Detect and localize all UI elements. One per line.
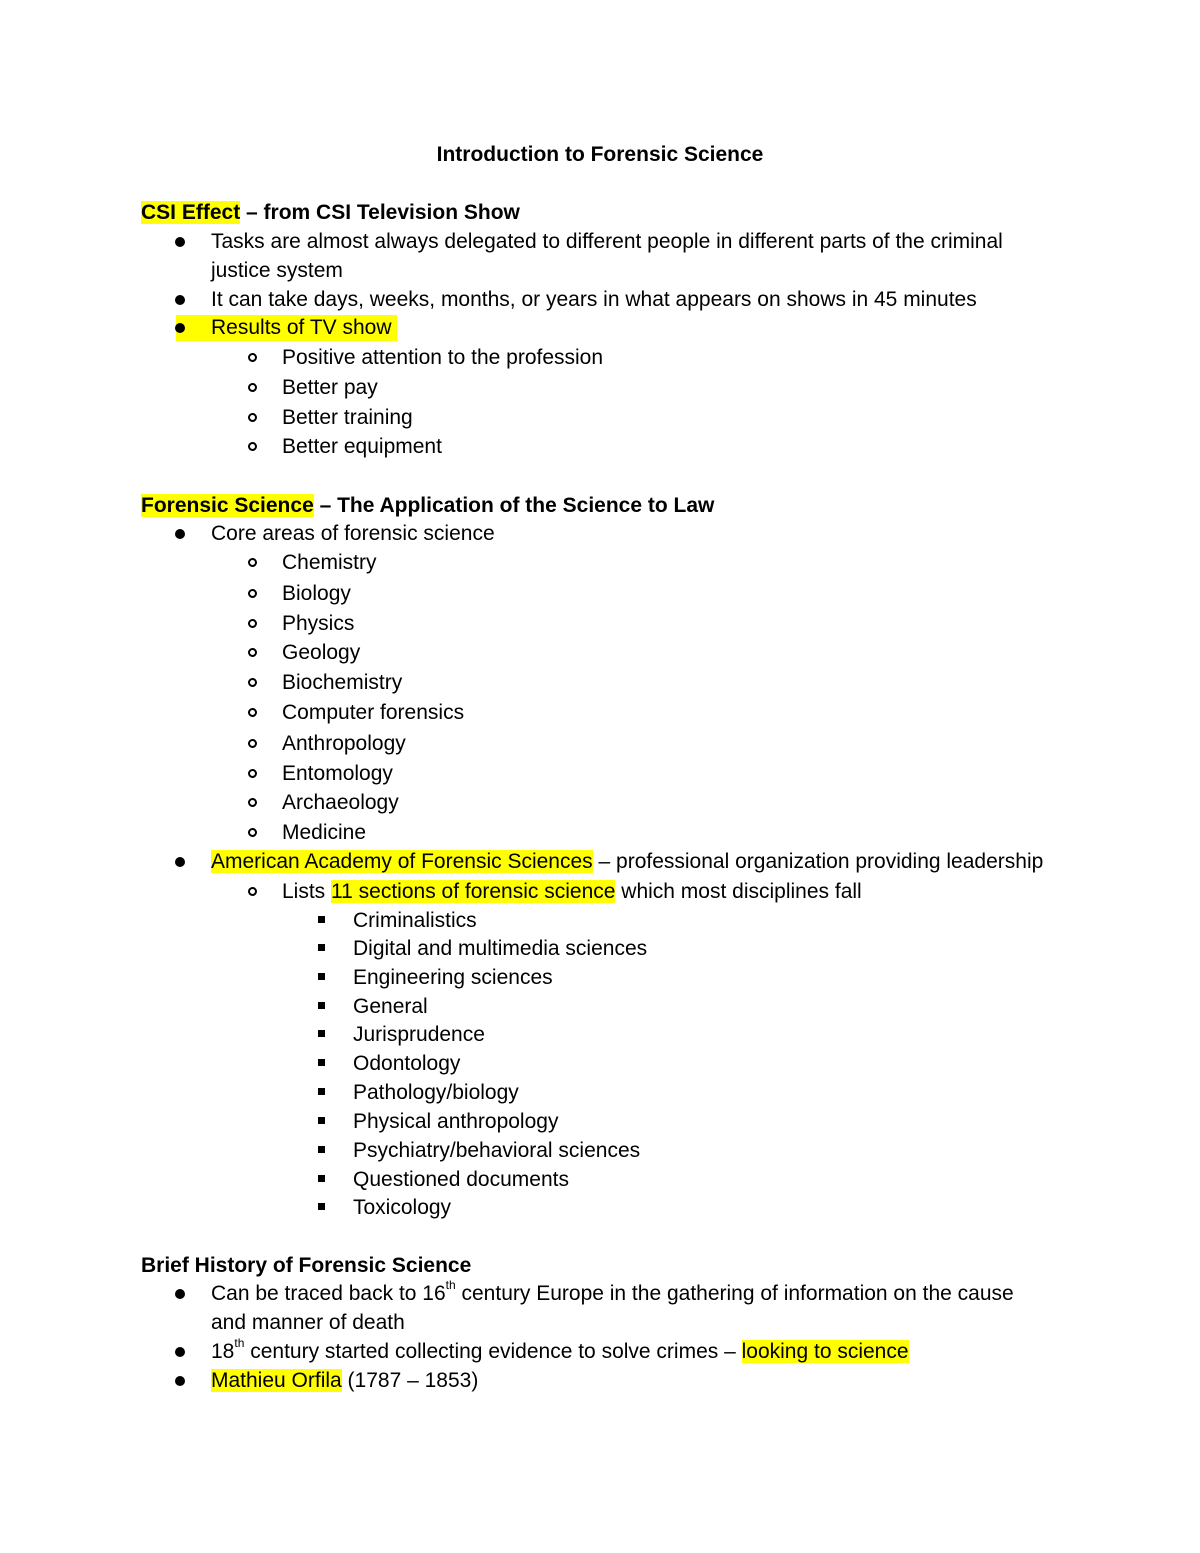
nested-list-item: Toxicology xyxy=(353,1196,452,1219)
circle-bullet-icon xyxy=(248,769,257,778)
circle-bullet-icon xyxy=(248,353,257,362)
highlight: Mathieu Orfila xyxy=(211,1369,342,1392)
list-item xyxy=(211,1368,478,1394)
highlight: 11 sections of forensic science xyxy=(331,880,616,903)
sub-list-item: Biology xyxy=(282,582,351,605)
circle-bullet-icon xyxy=(248,558,257,567)
circle-bullet-icon xyxy=(248,413,257,422)
circle-bullet-icon xyxy=(248,739,257,748)
sub-list-item: Better pay xyxy=(282,376,378,399)
sub-list-item: Anthropology xyxy=(282,732,406,755)
bullet-icon xyxy=(175,237,185,247)
text-run: 18 xyxy=(211,1340,235,1363)
list-item-rest: (1787 – 1853) xyxy=(341,1369,479,1392)
superscript: th xyxy=(445,1278,456,1292)
sub-list-item: Archaeology xyxy=(282,791,399,814)
sub-list-item: Medicine xyxy=(282,821,367,844)
square-bullet-icon xyxy=(318,1175,325,1182)
circle-bullet-icon xyxy=(248,798,257,807)
circle-bullet-icon xyxy=(248,828,257,837)
bullet-icon xyxy=(175,529,185,539)
sub-list-item: Better equipment xyxy=(282,435,442,458)
nested-list-item: Digital and multimedia sciences xyxy=(353,937,648,960)
bullet-icon xyxy=(175,1289,185,1299)
list-item: Tasks are almost always delegated to different people in different parts of the criminal xyxy=(211,230,1003,253)
text-run: century Europe in the gathering of information on the cause xyxy=(455,1282,1014,1305)
square-bullet-icon xyxy=(318,1117,325,1124)
nested-list-item: General xyxy=(353,995,428,1018)
square-bullet-icon xyxy=(318,944,325,951)
square-bullet-icon xyxy=(318,1088,325,1095)
sub-list-item: Entomology xyxy=(282,762,393,785)
sub-list-item: Biochemistry xyxy=(282,671,403,694)
superscript: th xyxy=(234,1336,245,1350)
sub-list-item: Physics xyxy=(282,612,355,635)
square-bullet-icon xyxy=(318,1002,325,1009)
list-item xyxy=(211,1336,909,1365)
section-heading-csi-effect xyxy=(141,200,520,226)
nested-list-item: Pathology/biology xyxy=(353,1081,519,1104)
circle-bullet-icon xyxy=(248,648,257,657)
bullet-icon xyxy=(175,1376,185,1386)
square-bullet-icon xyxy=(318,973,325,980)
bullet-icon xyxy=(175,323,185,333)
document-title: Introduction to Forensic Science xyxy=(436,143,764,166)
circle-bullet-icon xyxy=(248,589,257,598)
nested-list-item: Criminalistics xyxy=(353,909,477,932)
nested-list-item: Psychiatry/behavioral sciences xyxy=(353,1139,641,1162)
sub-list-item: Computer forensics xyxy=(282,701,465,724)
list-item: It can take days, weeks, months, or years in what appears on shows in 45 minutes xyxy=(211,288,977,311)
bullet-icon xyxy=(175,1347,185,1357)
nested-list-item: Engineering sciences xyxy=(353,966,553,989)
circle-bullet-icon xyxy=(248,619,257,628)
bullet-icon xyxy=(175,857,185,867)
highlight: Forensic Science xyxy=(141,494,314,517)
sub-list-item: Geology xyxy=(282,641,361,664)
highlight: looking to science xyxy=(741,1340,909,1363)
sub-list-item: Better training xyxy=(282,406,413,429)
square-bullet-icon xyxy=(318,1030,325,1037)
sub-list-item: Chemistry xyxy=(282,551,377,574)
circle-bullet-icon xyxy=(248,887,257,896)
heading-rest: – from CSI Television Show xyxy=(240,201,520,224)
square-bullet-icon xyxy=(318,1203,325,1210)
highlight: American Academy of Forensic Sciences xyxy=(211,850,593,873)
list-item xyxy=(211,1278,1014,1307)
bullet-icon xyxy=(175,295,185,305)
heading-rest: – The Application of the Science to Law xyxy=(313,494,715,517)
square-bullet-icon xyxy=(318,1059,325,1066)
section-heading-forensic-science xyxy=(141,493,714,519)
circle-bullet-icon xyxy=(248,708,257,717)
text-run: Can be traced back to 16 xyxy=(211,1282,446,1305)
circle-bullet-icon xyxy=(248,442,257,451)
highlight: CSI Effect xyxy=(141,201,241,224)
circle-bullet-icon xyxy=(248,678,257,687)
list-item: Core areas of forensic science xyxy=(211,522,495,545)
nested-list-item: Odontology xyxy=(353,1052,461,1075)
nested-list-item: Physical anthropology xyxy=(353,1110,559,1133)
square-bullet-icon xyxy=(318,916,325,923)
sub-list-rest: which most disciplines fall xyxy=(615,880,862,903)
list-item-continuation: justice system xyxy=(211,259,343,282)
circle-bullet-icon xyxy=(248,383,257,392)
section-heading-brief-history: Brief History of Forensic Science xyxy=(141,1254,472,1277)
list-item xyxy=(211,849,1043,875)
nested-list-item: Jurisprudence xyxy=(353,1023,485,1046)
text-run: century started collecting evidence to solve crimes – xyxy=(244,1340,742,1363)
nested-list-item: Questioned documents xyxy=(353,1168,569,1191)
list-item-rest: – professional organization providing leadership xyxy=(592,850,1044,873)
sub-list-prefix: Lists xyxy=(282,880,332,903)
sub-list-item: Positive attention to the profession xyxy=(282,346,604,369)
list-item-continuation: and manner of death xyxy=(211,1311,405,1334)
list-item: Results of TV show xyxy=(211,316,392,339)
sub-list-item xyxy=(282,879,862,905)
square-bullet-icon xyxy=(318,1146,325,1153)
